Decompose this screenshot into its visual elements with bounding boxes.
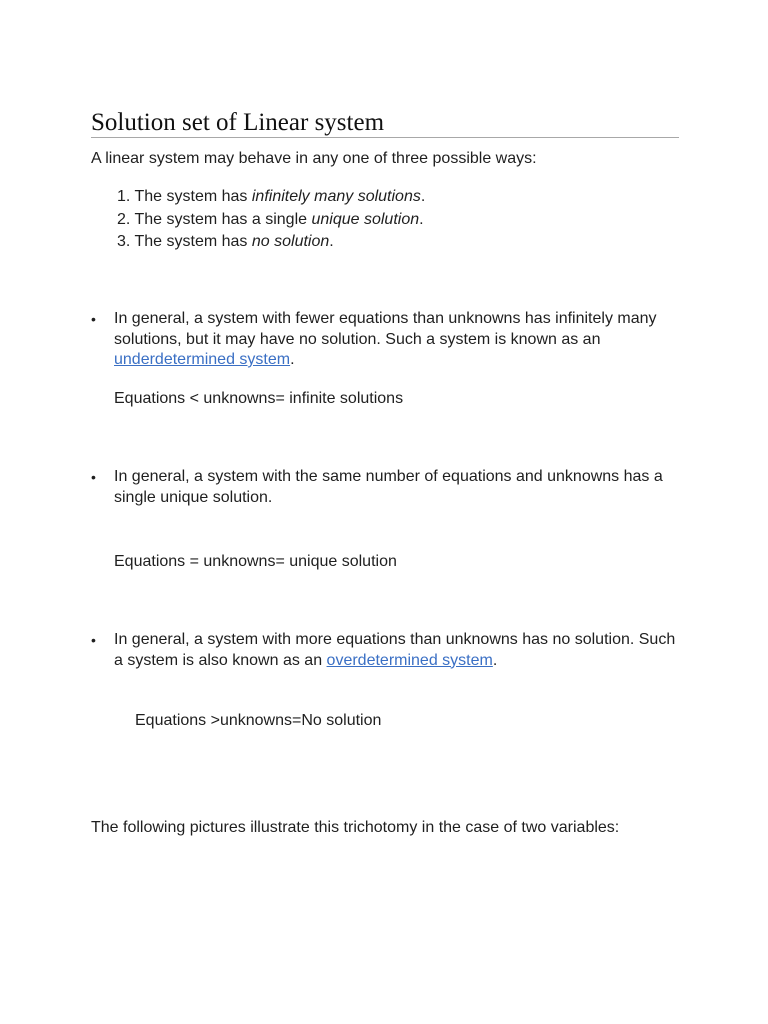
bullet-sentence: In general, a system with the same number of equations and unknowns has a single unique solution. bbox=[114, 468, 663, 506]
list-text: The system has bbox=[134, 188, 252, 205]
bullet-symbol: • bbox=[91, 469, 96, 485]
bullet-suffix: . bbox=[290, 351, 295, 368]
bullet-text bbox=[114, 467, 684, 508]
intro-paragraph: A linear system may behave in any one of three possible ways: bbox=[91, 150, 537, 167]
list-text: The system has a single bbox=[134, 210, 312, 228]
bullet-text bbox=[114, 630, 684, 671]
list-emphasis: no solution bbox=[251, 233, 330, 250]
list-suffix: . bbox=[329, 233, 334, 250]
list-marker: 3. bbox=[117, 233, 131, 250]
formula-underdetermined: Equations < unknowns= infinite solutions bbox=[114, 390, 404, 407]
list-item bbox=[117, 209, 425, 232]
bullet-sentence: In general, a system with more equations than unknowns has no solution. Such a system is also known as an bbox=[114, 631, 676, 669]
formula-unique: Equations = unknowns= unique solution bbox=[114, 553, 397, 570]
list-text: The system has bbox=[134, 233, 252, 250]
list-marker: 2. bbox=[117, 210, 131, 228]
bullet-suffix: . bbox=[492, 651, 498, 669]
list-emphasis: unique solution bbox=[311, 210, 420, 228]
overdetermined-system-link[interactable]: overdetermined system bbox=[326, 651, 493, 669]
list-item bbox=[117, 186, 425, 209]
list-suffix: . bbox=[419, 210, 424, 228]
bullet-text bbox=[114, 309, 684, 371]
numbered-list bbox=[117, 186, 425, 254]
underdetermined-system-link[interactable]: underdetermined system bbox=[114, 351, 291, 368]
page-title: Solution set of Linear system bbox=[91, 109, 385, 136]
title-underline bbox=[91, 137, 679, 138]
list-suffix: . bbox=[420, 188, 426, 205]
list-item bbox=[117, 231, 425, 254]
bullet-symbol: • bbox=[91, 632, 96, 648]
closing-paragraph: The following pictures illustrate this trichotomy in the case of two variables: bbox=[91, 819, 620, 836]
list-emphasis: infinitely many solutions bbox=[251, 188, 421, 205]
list-marker: 1. bbox=[117, 188, 131, 205]
bullet-symbol: • bbox=[91, 311, 96, 327]
bullet-sentence: In general, a system with fewer equations than unknowns has infinitely many solutions, but it may have no solution. Such a system is known as an bbox=[114, 310, 657, 348]
formula-overdetermined: Equations >unknowns=No solution bbox=[135, 712, 382, 729]
